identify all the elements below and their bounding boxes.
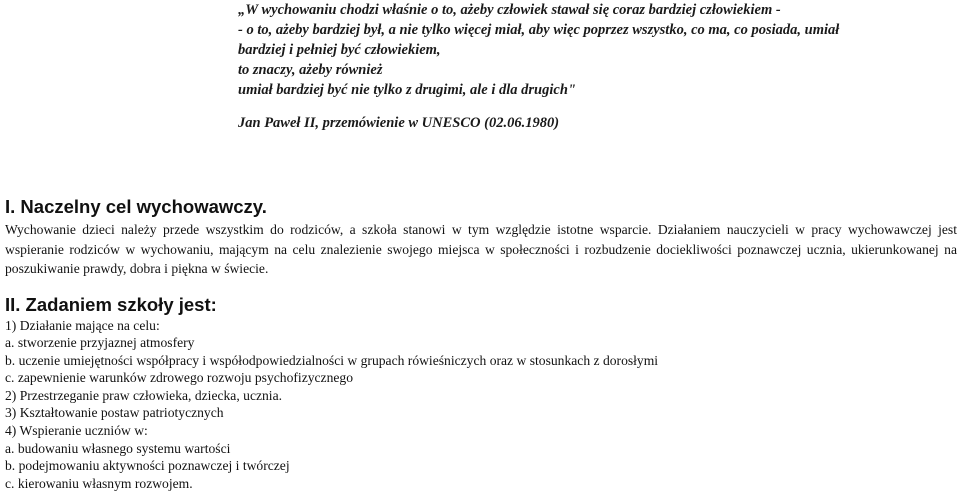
list-item: c. zapewnienie warunków zdrowego rozwoju psychofizycznego bbox=[5, 369, 957, 387]
quote-block bbox=[238, 0, 938, 133]
list-item: 4) Wspieranie uczniów w: bbox=[5, 422, 957, 440]
list-item: a. budowaniu własnego systemu wartości bbox=[5, 440, 957, 458]
list-item: 3) Kształtowanie postaw patriotycznych bbox=[5, 404, 957, 422]
document-body bbox=[5, 194, 957, 492]
quote-line: to znaczy, ażeby również bbox=[238, 60, 938, 80]
quote-line: bardziej i pełniej być człowiekiem, bbox=[238, 40, 938, 60]
list-item: c. kierowaniu własnym rozwojem. bbox=[5, 475, 957, 492]
tasks-list bbox=[5, 317, 957, 492]
list-item: 2) Przestrzeganie praw człowieka, dziecka, ucznia. bbox=[5, 387, 957, 405]
list-item: b. podejmowaniu aktywności poznawczej i twórczej bbox=[5, 457, 957, 475]
list-item: 1) Działanie mające na celu: bbox=[5, 317, 957, 335]
section-1-paragraph: Wychowanie dzieci należy przede wszystkim do rodziców, a szkoła stanowi w tym względzie istotne wsparcie. Działaniem nauczycieli w pracy wychowawczej jest wspieranie rodziców w wychowaniu, mającym na celu znalezienie swojego miejsca w społeczności i rozbudzenie dociekliwości poznawczej ucznia, ukierunkowanej na poszukiwanie prawdy, dobra i piękna w świecie. bbox=[5, 220, 957, 279]
quote-author: Jan Paweł II, przemówienie w UNESCO (02.06.1980) bbox=[238, 113, 938, 133]
section-1-heading: I. Naczelny cel wychowawczy. bbox=[5, 194, 957, 220]
quote-line: - o to, ażeby bardziej był, a nie tylko więcej miał, aby więc poprzez wszystko, co ma, co posiada, umiał bbox=[238, 20, 938, 40]
list-item: b. uczenie umiejętności współpracy i współodpowiedzialności w grupach rówieśniczych oraz w stosunkach z dorosłymi bbox=[5, 352, 957, 370]
section-2-heading: II. Zadaniem szkoły jest: bbox=[5, 294, 957, 316]
quote-line: „W wychowaniu chodzi właśnie o to, ażeby człowiek stawał się coraz bardziej człowiekiem - bbox=[238, 0, 938, 20]
list-item: a. stworzenie przyjaznej atmosfery bbox=[5, 334, 957, 352]
quote-line: umiał bardziej być nie tylko z drugimi, ale i dla drugich" bbox=[238, 80, 938, 100]
